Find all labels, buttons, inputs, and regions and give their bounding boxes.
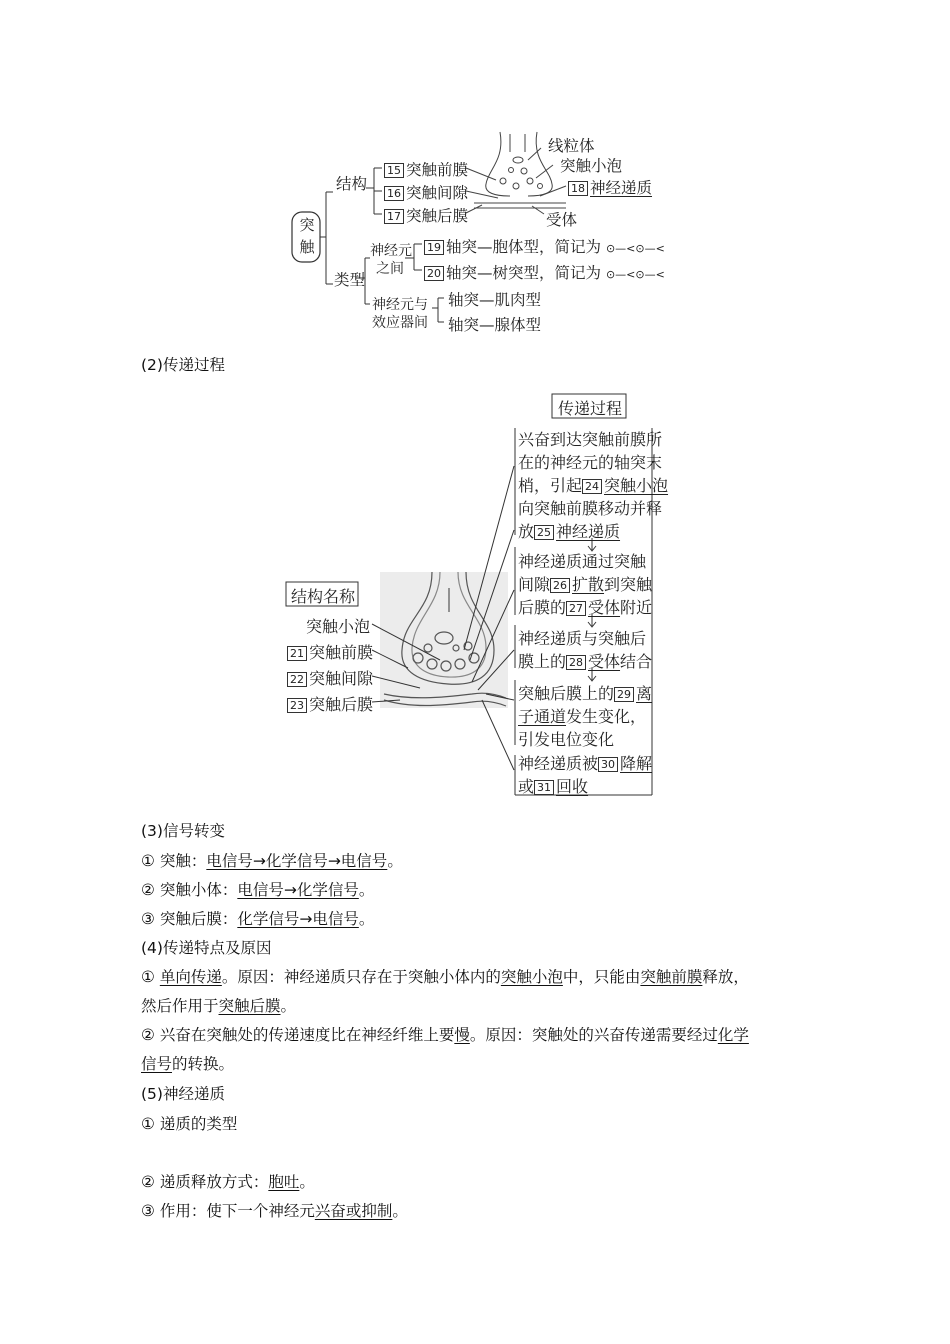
transmitter-effect: ③ 作用：使下一个神经元兴奋或抑制。	[141, 1202, 408, 1220]
process-step-5: 神经递质被 30 降解 或 31 回收	[518, 754, 653, 796]
structure-label: 结构	[336, 175, 368, 193]
type-label: 类型	[334, 271, 366, 289]
structure-item: 15 突触前膜	[384, 158, 468, 180]
neuron-type: 19 轴突—胞体型，简记为 ⊙—<⊙—<	[424, 235, 665, 257]
process-title: 传递过程	[558, 399, 623, 418]
section-5-heading: (5)神经递质	[141, 1085, 225, 1103]
receptor-label: 受体	[546, 211, 578, 229]
neuron-type: 20 轴突—树突型，简记为 ⊙—<⊙—<	[424, 261, 665, 283]
between-neurons-1: 神经元	[370, 243, 412, 259]
signal-item: ③ 突触后膜：化学信号→电信号。	[141, 910, 375, 928]
feature-paragraph-2-cont: 信号的转换。	[141, 1055, 235, 1073]
structure-item: 17 突触后膜	[384, 204, 468, 226]
process-step-2: 神经递质通过突触 间隙 26 扩散到突触 后膜的 27 受体附近	[518, 552, 653, 617]
section-3-heading: (3)信号转变	[141, 822, 225, 840]
effector-type: 轴突—肌肉型	[448, 291, 542, 309]
structure-name-label: 突触小泡	[306, 617, 371, 636]
signal-item: ② 突触小体：电信号→化学信号。	[141, 881, 375, 899]
feature-paragraph-1: ① 单向传递。原因：神经递质只存在于突触小体内的突触小泡中，只能由突触前膜释放，	[141, 968, 749, 986]
transmitter-label: 18 神经递质	[568, 176, 652, 198]
neuron-effector-1: 神经元与	[372, 297, 428, 313]
between-neurons-2: 之间	[376, 261, 404, 277]
feature-paragraph-1-cont: 然后作用于突触后膜。	[141, 997, 297, 1015]
vesicle-label: 突触小泡	[560, 157, 623, 175]
transmitter-types: ① 递质的类型	[141, 1115, 238, 1133]
mitochondria-label: 线粒体	[548, 137, 595, 155]
signal-item: ① 突触：电信号→化学信号→电信号。	[141, 852, 403, 870]
structure-name-label: 21 突触前膜	[287, 640, 373, 663]
process-step-4: 突触后膜上的 29 离 子通道发生变化， 引发电位变化	[518, 684, 653, 749]
structure-names-title: 结构名称	[291, 587, 356, 606]
section-2-heading: (2)传递过程	[141, 356, 225, 374]
feature-paragraph-2: ② 兴奋在突触处的传递速度比在神经纤维上要慢。原因：突触处的兴奋传递需要经过化学	[141, 1026, 749, 1044]
neuron-effector-2: 效应器间	[372, 315, 428, 331]
structure-item: 16 突触间隙	[384, 181, 468, 203]
transmitter-release: ② 递质释放方式：胞吐。	[141, 1173, 315, 1191]
structure-name-label: 22 突触间隙	[287, 666, 373, 689]
section-4-heading: (4)传递特点及原因	[141, 939, 272, 957]
effector-type: 轴突—腺体型	[448, 316, 542, 334]
structure-name-label: 23 突触后膜	[287, 692, 373, 715]
process-step-3: 神经递质与突触后 膜上的 28 受体结合	[518, 629, 653, 671]
center-label: 突触	[299, 216, 315, 256]
process-step-1: 兴奋到达突触前膜所 在的神经元的轴突末 梢，引起 24 突触小泡 向突触前膜移动并释 放 25 神经递质	[518, 430, 669, 541]
